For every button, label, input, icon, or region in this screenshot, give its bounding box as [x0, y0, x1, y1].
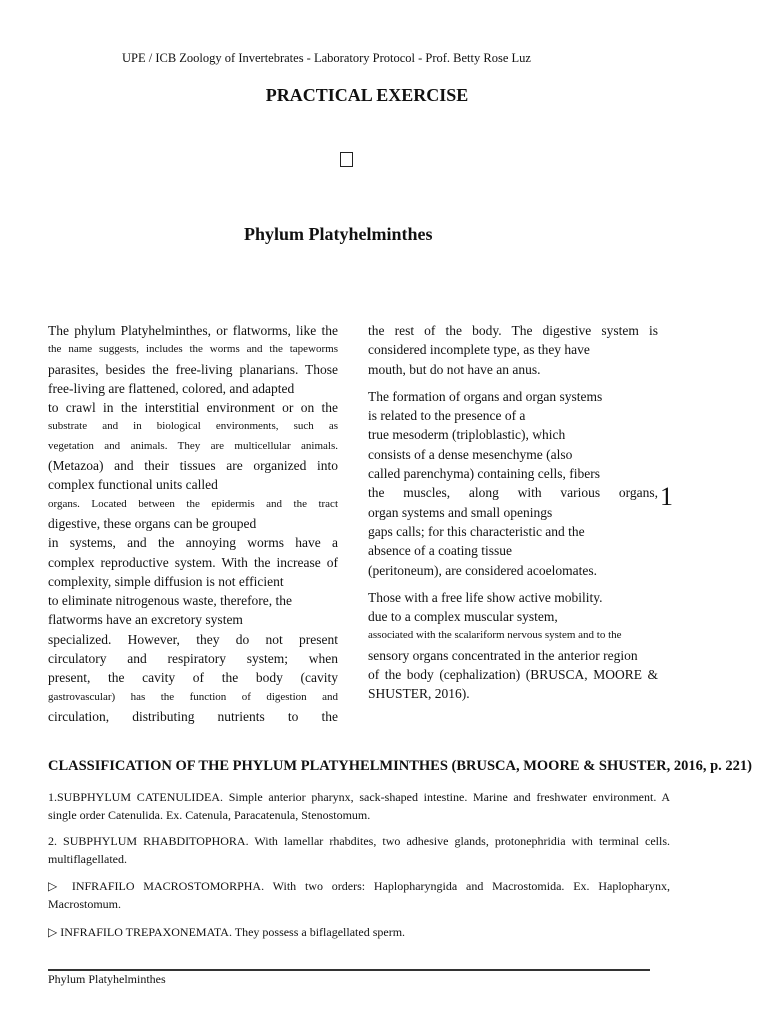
text-line: circulation, distributing nutrients to the	[48, 708, 338, 724]
text-line: specialized. However, they do not present	[48, 631, 338, 647]
text-line: flatworms have an excretory system	[48, 612, 243, 628]
text-line: of the body (cephalization) (BRUSCA, MOORE &	[368, 667, 658, 683]
page-title: PRACTICAL EXERCISE	[265, 85, 469, 105]
text-line: to eliminate nitrogenous waste, therefore, the	[48, 593, 293, 609]
text-line: digestive, these organs can be grouped	[48, 515, 257, 531]
text-line: the name suggests, includes the worms and the tapeworms	[48, 343, 338, 356]
text-line: SHUSTER, 2016).	[368, 686, 470, 702]
text-line: the muscles, along with various organs,	[368, 485, 658, 501]
text-line: (Metazoa) and their tissues are organized into	[48, 458, 338, 474]
right-column	[368, 321, 658, 704]
text-line: The phylum Platyhelminthes, or flatworms, like the	[48, 323, 338, 338]
text-line: due to a complex muscular system,	[368, 609, 558, 625]
page-subtitle: Phylum Platyhelminthes	[244, 224, 433, 244]
text-line: complex functional units called	[48, 477, 218, 493]
text-line: true mesoderm (triploblastic), which	[368, 427, 566, 443]
page-number: 1	[660, 482, 673, 511]
text-line: gaps calls; for this characteristic and the	[368, 523, 585, 539]
text-line: mouth, but do not have an anus.	[368, 361, 541, 377]
classification-item: 2. SUBPHYLUM RHABDITOPHORA. With lamellar rhabdites, two adhesive glands, protonephridia with terminal cells. multiflagellated.	[48, 834, 670, 866]
classification-item: ▷ INFRAFILO TREPAXONEMATA. They possess a biflagellated sperm.	[48, 925, 406, 939]
text-line: in systems, and the annoying worms have a	[48, 535, 338, 551]
text-line: to crawl in the interstitial environment or on the	[48, 400, 338, 416]
text-line: The formation of organs and organ systems	[368, 388, 603, 404]
text-line: complex reproductive system. With the increase of	[48, 554, 338, 570]
classification-item: 1.SUBPHYLUM CATENULIDEA. Simple anterior pharynx, sack-shaped intestine. Marine and freshwater environment. A single order Catenulida. Ex. Catenula, Paracatenula, Stenostomum.	[48, 790, 670, 822]
text-line: Those with a free life show active mobility.	[368, 589, 603, 605]
text-line: gastrovascular) has the function of digestion and	[48, 690, 338, 703]
text-line: substrate and in biological environments, such as	[48, 420, 338, 433]
classification-item: ▷ INFRAFILO MACROSTOMORPHA. With two orders: Haplopharyngida and Macrostomida. Ex. Haplopharynx, Macrostomum.	[48, 879, 670, 911]
text-line: organs. Located between the epidermis and the tract	[48, 497, 338, 510]
text-line: parasites, besides the free-living planarians. Those	[48, 361, 338, 377]
left-column	[48, 321, 338, 726]
text-line: vegetation and animals. They are multicellular animals.	[48, 439, 338, 452]
text-line: free-living are flattened, colored, and adapted	[48, 380, 295, 396]
text-line: considered incomplete type, as they have	[368, 342, 590, 358]
text-line: associated with the scalariform nervous system and to the	[368, 629, 622, 642]
text-line: present, the cavity of the body (cavity	[48, 670, 338, 686]
text-line: complexity, simple diffusion is not efficient	[48, 573, 284, 589]
text-line: called parenchyma) containing cells, fibers	[368, 466, 601, 482]
text-line: is related to the presence of a	[368, 408, 526, 424]
page-footer: Phylum Platyhelminthes	[48, 972, 166, 986]
footer-divider	[48, 969, 650, 971]
text-line: the rest of the body. The digestive system is	[368, 323, 658, 338]
text-line: circulatory and respiratory system; when	[48, 651, 338, 667]
text-line: organ systems and small openings	[368, 504, 553, 520]
page-header: UPE / ICB Zoology of Invertebrates - Laboratory Protocol - Prof. Betty Rose Luz	[122, 51, 531, 65]
classification-heading: CLASSIFICATION OF THE PHYLUM PLATYHELMINTHES (BRUSCA, MOORE & SHUSTER, 2016, p. 221)	[48, 758, 753, 774]
text-line: (peritoneum), are considered acoelomates.	[368, 562, 598, 578]
text-line: absence of a coating tissue	[368, 543, 512, 559]
text-line: consists of a dense mesenchyme (also	[368, 446, 573, 462]
missing-glyph-icon	[340, 152, 353, 167]
text-line: sensory organs concentrated in the anterior region	[368, 647, 638, 663]
